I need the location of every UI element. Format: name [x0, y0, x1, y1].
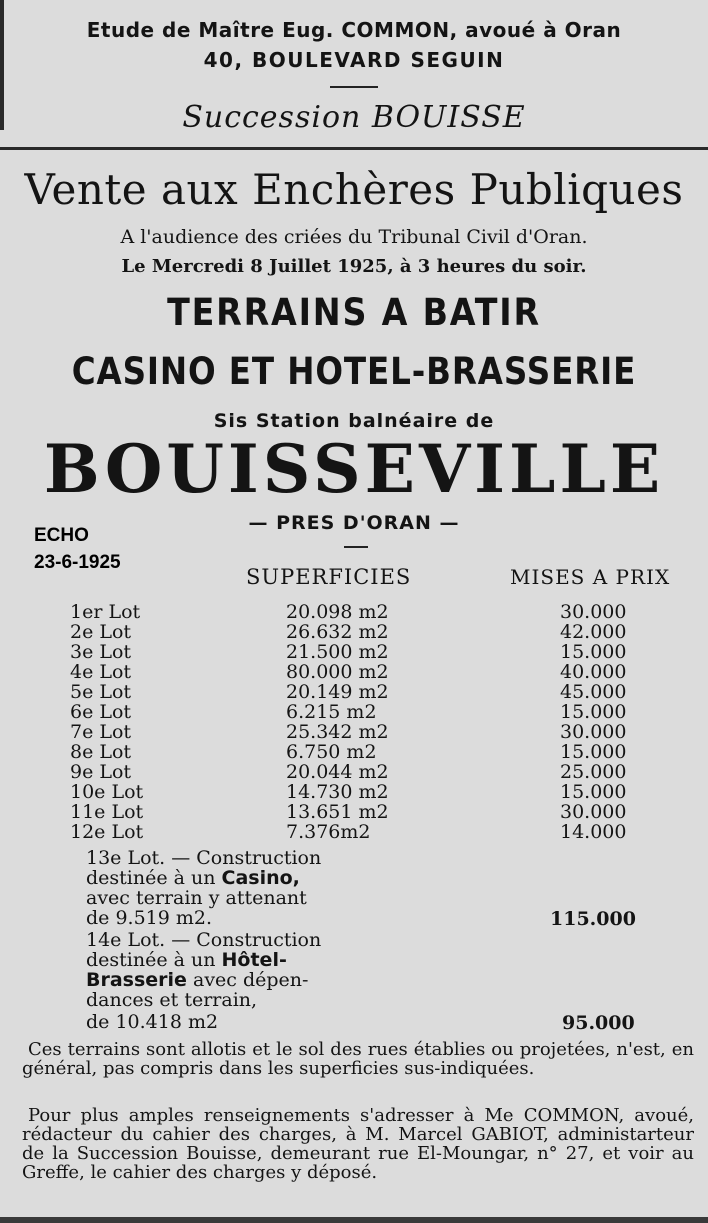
lot-price: 30.000: [560, 721, 627, 743]
source-annotation: ECHO: [34, 525, 89, 546]
date-line: Le Mercredi 8 Juillet 1925, à 3 heures du soir.: [121, 256, 587, 277]
lot-area: 26.632 m2: [286, 621, 389, 643]
lot-area: 20.044 m2: [286, 761, 389, 783]
lot14-hotel: Hôtel-: [221, 949, 287, 971]
lot-area: 6.750 m2: [286, 741, 377, 763]
table-row: [0, 622, 708, 642]
table-row: [0, 802, 708, 822]
lot-price: 15.000: [560, 701, 627, 723]
lot13-text: destinée à un: [86, 867, 222, 889]
address-line: 40, BOULEVARD SEGUIN: [203, 48, 505, 72]
lot-area: 20.098 m2: [286, 601, 389, 623]
lot-area: 7.376m2: [286, 821, 371, 843]
lot-area: 14.730 m2: [286, 781, 389, 803]
lot-label: 12e Lot: [70, 821, 144, 843]
lot13-line4: de 9.519 m2.: [86, 907, 213, 929]
lot-area: 6.215 m2: [286, 701, 377, 723]
lot13-line2: [86, 868, 300, 888]
date-annotation: 23-6-1925: [34, 552, 121, 573]
lot14-price: 95.000: [562, 1012, 635, 1034]
table-row: [0, 762, 708, 782]
table-row: [0, 782, 708, 802]
lot-price: 15.000: [560, 741, 627, 763]
lot13-price: 115.000: [550, 908, 636, 930]
lot-price: 14.000: [560, 821, 627, 843]
etude-line: Etude de Maître Eug. COMMON, avoué à Oran: [86, 18, 622, 42]
headline-terrains: TERRAINS A BATIR: [167, 291, 541, 334]
page-edge: [0, 1217, 708, 1223]
lot13-line3: avec terrain y attenant: [86, 887, 307, 909]
lot-price: 30.000: [560, 801, 627, 823]
lot-label: 2e Lot: [70, 621, 132, 643]
lot-label: 11e Lot: [70, 801, 144, 823]
table-row: [0, 702, 708, 722]
table-row: [0, 742, 708, 762]
lot14-line1: 14e Lot. — Construction: [86, 929, 322, 951]
lot-label: 6e Lot: [70, 701, 132, 723]
lot14-text: avec dépen-: [186, 969, 309, 991]
lot-price: 30.000: [560, 601, 627, 623]
lot-label: 7e Lot: [70, 721, 132, 743]
lot14-line3: [86, 970, 308, 990]
lot-label: 10e Lot: [70, 781, 144, 803]
lot-label: 5e Lot: [70, 681, 132, 703]
lot14-brasserie: Brasserie: [86, 969, 187, 991]
lot14-text: destinée à un: [86, 949, 222, 971]
lot14-line4: dances et terrain,: [86, 989, 258, 1011]
table-row: [0, 722, 708, 742]
table-row: [0, 822, 708, 842]
divider: [0, 147, 708, 150]
succession-title: Succession BOUISSE: [182, 100, 526, 135]
divider: [344, 546, 368, 548]
column-header-area: SUPERFICIES: [246, 565, 412, 589]
auction-title: Vente aux Enchères Publiques: [24, 165, 684, 214]
lot13-casino: Casino,: [221, 867, 300, 889]
lot-price: 25.000: [560, 761, 627, 783]
audience-line: A l'audience des criées du Tribunal Civil d'Oran.: [120, 226, 588, 248]
lot14-line2: [86, 950, 287, 970]
lot-price: 42.000: [560, 621, 627, 643]
lot-area: 21.500 m2: [286, 641, 389, 663]
station-line: Sis Station balnéaire de: [213, 410, 495, 432]
lot-label: 4e Lot: [70, 661, 132, 683]
lot-area: 25.342 m2: [286, 721, 389, 743]
table-row: [0, 662, 708, 682]
lot-price: 15.000: [560, 641, 627, 663]
lot-label: 3e Lot: [70, 641, 132, 663]
lot-area: 20.149 m2: [286, 681, 389, 703]
table-row: [0, 602, 708, 622]
column-header-price: MISES A PRIX: [510, 565, 671, 589]
contact-paragraph: Pour plus amples renseignements s'adresser à Me COMMON, avoué, rédacteur du cahier des charges, à M. Marcel GABIOT, administarteur de la Succession Bouisse, demeurant rue El-Moungar, n° 27, et voir au Greffe, le cahier des charges y déposé.: [22, 1105, 694, 1183]
headline-casino: CASINO ET HOTEL-BRASSERIE: [71, 350, 637, 393]
lot14-line5: de 10.418 m2: [86, 1011, 219, 1033]
lot-price: 45.000: [560, 681, 627, 703]
lot-label: 9e Lot: [70, 761, 132, 783]
place-name: BOUISSEVILLE: [43, 430, 665, 508]
lot-price: 15.000: [560, 781, 627, 803]
table-row: [0, 642, 708, 662]
lot-label: 8e Lot: [70, 741, 132, 763]
note-paragraph: Ces terrains sont allotis et le sol des rues établies ou projetées, n'est, en général, pas compris dans les superficies sus-indiquées.: [22, 1039, 694, 1079]
lot-area: 80.000 m2: [286, 661, 389, 683]
lot-price: 40.000: [560, 661, 627, 683]
table-row: [0, 682, 708, 702]
near-line: — PRES D'ORAN —: [248, 512, 460, 534]
lot13-line1: 13e Lot. — Construction: [86, 847, 322, 869]
lot-area: 13.651 m2: [286, 801, 389, 823]
lot-label: 1er Lot: [70, 601, 141, 623]
divider: [330, 86, 378, 88]
